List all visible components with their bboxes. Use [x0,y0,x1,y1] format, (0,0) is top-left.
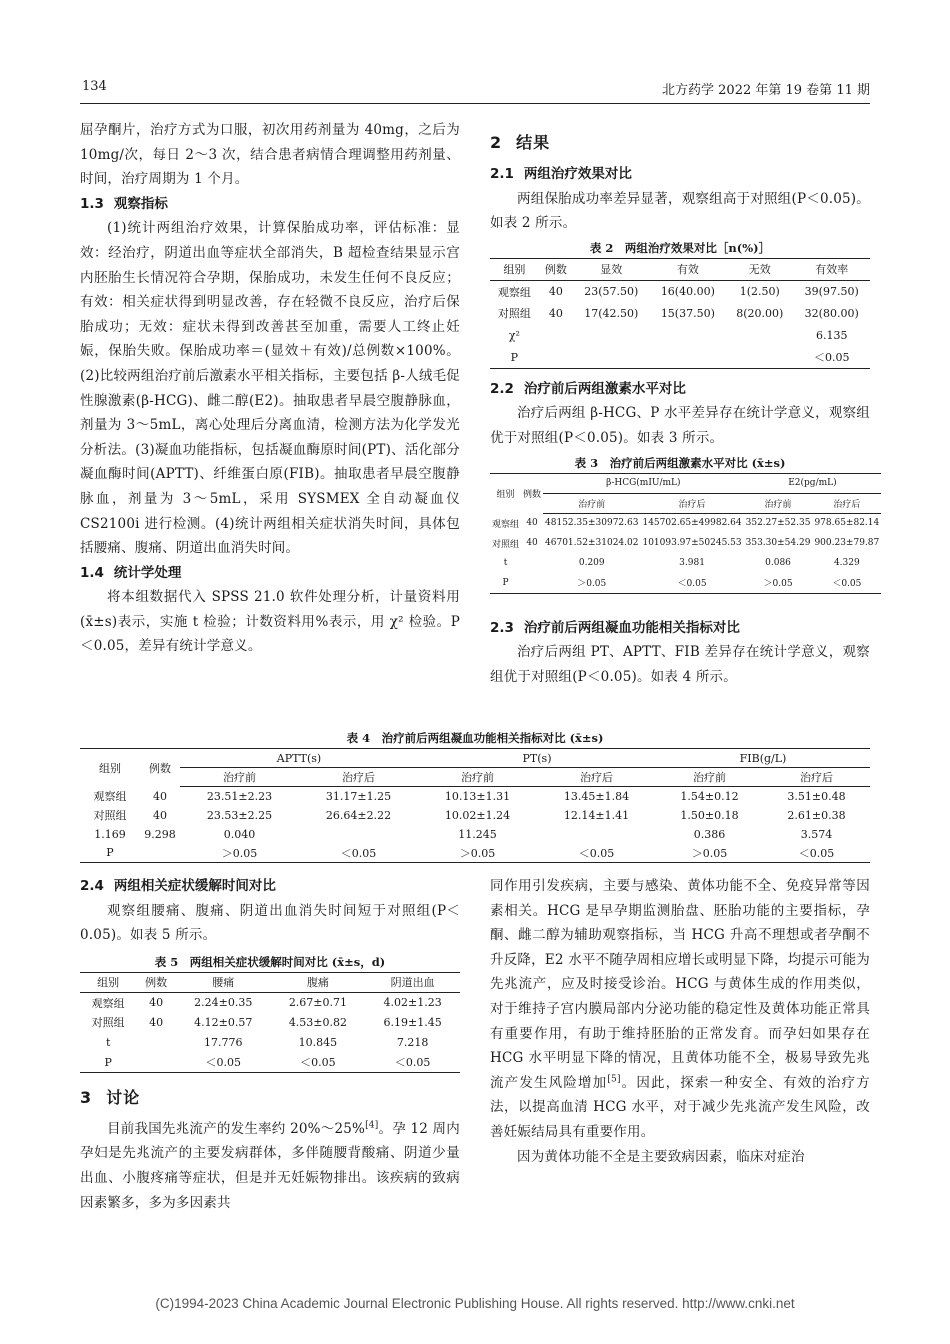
table-cell [726,324,793,346]
paragraph-text: 。因此，探索一种安全、有效的治疗方法，以提高血清 HCG 水平，对于减少先兆流产发生风险，改善妊娠结局具有重要作用。 [490,1074,870,1140]
table-cell: 101093.97±50245.53 [642,538,742,549]
table-cell [537,825,656,844]
heading-title: 两组治疗效果对比 [523,166,632,182]
table-cell [650,324,727,346]
table-row [490,573,881,593]
table-cell: ＜0.05 [677,579,707,590]
col-pt: PT(s) [418,749,656,768]
table-row [80,787,870,806]
table-row [80,1052,460,1072]
table-cell: ＜0.05 [205,1056,241,1070]
col-hcg: β-HCG(mIU/mL) [543,473,744,493]
paragraph-statistics: 将本组数据代入 SPSS 21.0 软件处理分析，计量资料用 (x̄±s)表示，实施 t 检验；计数资料用%表示，用 χ² 检验。P＜0.05，差异有统计学意义。 [80,589,460,655]
table-5 [80,952,460,1073]
table-header-cell: 有效 [650,258,727,280]
table-cell: 1.54±0.12 [680,789,739,803]
table-cell: 40 [548,306,563,320]
table-row [490,346,870,368]
table-cell: ＜0.05 [300,1056,336,1070]
table-row [490,553,881,573]
table-cell: 观察组 [497,285,531,299]
table-cell [650,346,727,368]
table-cell: 40 [153,808,167,822]
table-cell: ＜0.05 [798,846,835,860]
table-row [80,1032,460,1052]
citation-ref: [4] [365,1120,379,1131]
left-column [80,118,460,659]
table-cell: 48152.35±30972.63 [545,518,639,529]
table-cell: ＞0.05 [459,846,496,860]
table-header-cell: 组别 [80,972,136,992]
paragraph-2-1: 两组保胎成功率差异显著，观察组高于对照组(P＜0.05)。如表 2 所示。 [490,190,870,232]
heading-number: 1.4 [80,564,104,581]
table-cell [299,825,418,844]
table-cell: 0.386 [693,827,726,841]
page-header [80,74,870,104]
table-cell: ＞0.05 [691,846,728,860]
table-cell [573,346,650,368]
heading-number: 2.2 [490,380,514,397]
table-cell [136,1032,176,1052]
paragraph-text: 目前我国先兆流产的发生率约 20%～25% [107,1120,366,1137]
table-cell: ＜0.05 [813,351,850,365]
table-cell: 4.53±0.82 [288,1015,348,1029]
col-count: 例数 [523,489,542,500]
paragraph-discussion-3: 因为黄体功能不全是主要致病因素，临床对症治 [517,1148,805,1165]
heading-1-4 [80,561,460,586]
heading-number: 1.3 [80,195,104,212]
table-cell: 46701.52±31024.02 [545,538,639,549]
heading-2-1 [490,162,870,187]
table-4-grid [80,748,870,863]
heading-title: 观察指标 [113,195,168,212]
col-group: 组别 [496,489,515,500]
table-cell [539,346,573,368]
paragraph-2-3: 治疗后两组 PT、APTT、FIB 差异存在统计学意义，观察组优于对照组(P＜0.05)。如表 4 所示。 [490,644,870,685]
table-header-cell: 有效率 [793,258,870,280]
table-header-cell: 治疗前 [744,493,813,513]
table-cell: 40 [548,285,563,299]
table-cell: 39(97.50) [804,285,859,299]
heading-2-2 [490,377,870,402]
citation-ref: [5] [607,1074,621,1085]
table-header-cell: 显效 [573,258,650,280]
table-header-cell: 治疗前 [656,768,763,787]
table-cell: 4.329 [833,558,860,569]
paragraph-text: 同作用引发疾病，主要与感染、黄体功能不全、免疫异常等因素相关。HCG 是早孕期监测胎盘、胚胎功能的主要指标，孕酮、雌二醇为辅助观察指标，当 HCG 升高不理想或者孕酮不升反降，E2 水平不随孕周相应增长或明显下降，均提示可能为先兆流产，应及时接受诊治。HCG 与黄体生成的作用类似，对于维持子宫内膜局部内分泌功能的稳定性及黄体功能正常具有重要作用，有助于维持胚胎的正常发育。而孕妇如果存在 HCG 水平明显下降的情况，且黄体功能不全，极易导致先兆流产发生风险增加 [490,878,870,1091]
table-cell: 12.14±1.41 [563,808,630,822]
table-cell: ＞0.05 [763,579,793,590]
table-cell: P [106,846,114,860]
table-cell: 13.45±1.84 [563,789,630,803]
section-number: 2 [490,133,503,152]
table-cell: t [503,558,508,569]
table-cell: 10.02±1.24 [444,808,511,822]
heading-number: 2.1 [490,166,514,182]
table-cell: 40 [526,538,538,549]
table-cell: ＜0.05 [578,846,615,860]
table-row [490,324,870,346]
table-row [80,992,460,1012]
table-row [490,533,881,553]
table-cell: 17.776 [203,1035,243,1049]
table-cell: 对照组 [93,809,127,822]
table-cell: 978.65±82.14 [814,518,880,529]
table-header-cell: 治疗后 [763,768,870,787]
table-cell: 6.135 [815,328,848,342]
table-cell: 40 [526,518,538,529]
table-cell: 1.169 [94,827,126,841]
table-cell: 对照组 [492,539,520,550]
table-cell: 40 [153,789,167,803]
table-cell: 23.53±2.25 [206,808,273,822]
table-cell: 32(80.00) [804,306,859,320]
table-cell: 0.040 [223,827,256,841]
table-cell [521,573,543,593]
table-header-cell: 例数 [539,258,573,280]
table-cell: 4.02±1.23 [383,996,442,1010]
table-header-cell: 治疗前 [543,493,640,513]
col-count: 例数 [149,761,171,775]
table-2-caption: 表 2 两组治疗效果对比［n(%)］ [589,240,771,255]
table-cell: 对照组 [497,307,531,321]
table-header-cell: 治疗后 [640,493,743,513]
heading-number: 2.3 [490,619,514,636]
table-3-caption: 表 3 治疗前后两组激素水平对比 (x̄±s) [574,455,786,470]
table-cell: P [502,577,509,588]
table-cell [573,324,650,346]
table-2 [490,238,870,369]
left-column-lower [80,874,460,1215]
table-header-cell: 治疗前 [180,768,299,787]
table-row [80,1012,460,1032]
table-3-grid [490,473,881,594]
table-cell: ＜0.05 [394,1056,431,1070]
col-e2: E2(pg/mL) [744,473,882,493]
page-number: 134 [82,79,107,94]
table-4 [80,728,870,863]
heading-3 [80,1085,460,1111]
table-cell [539,324,573,346]
table-header-cell: 无效 [726,258,793,280]
table-cell: 0.209 [578,558,605,569]
table-cell: 15(37.50) [660,306,715,320]
table-cell: 17(42.50) [584,306,639,320]
paragraph-observation: (1)统计两组治疗效果，计算保胎成功率，评估标准：显效：经治疗，阴道出血等症状全部消失，B 超检查结果显示宫内胚胎生长情况符合孕期，保胎成功，未发生任何不良反应；有效：相关症状得到明显改善，存在轻微不良反应，治疗后保胎成功；无效：症状未得到改善甚至加重，需要人工终止妊娠，保胎失败。保胎成功率＝(显效＋有效)/总例数×100%。(2)比较两组治疗前后激素水平相关指标，主要包括 β-人绒毛促性腺激素(β-HCG)、雌二醇(E2)。抽取患者早晨空腹静脉血，剂量为 3～5mL，离心处理后分离血清，检测方法为化学发光分析法。(3)凝血功能指标，包括凝血酶原时间(PT)、活化部分凝血酶时间(APTT)、纤维蛋白原(FIB)。抽取患者早晨空腹静脉血，剂量为 3～5mL，采用 SYSMEX 全自动凝血仪 CS2100i 进行检测。(4)统计两组相关症状消失时间，具体包括腰痛、腹痛、阴道出血消失时间。 [80,220,460,557]
right-column-lower [490,874,870,1169]
table-cell: 352.27±52.35 [745,518,811,529]
table-cell [726,346,793,368]
heading-title: 治疗前后两组凝血功能相关指标对比 [523,619,740,636]
table-header-cell: 治疗前 [418,768,537,787]
table-cell: ＜0.05 [340,846,377,860]
table-cell: t [105,1035,111,1049]
section-number: 3 [80,1087,93,1107]
table-cell: 40 [149,1015,164,1029]
table-cell: 145702.65±49982.64 [642,518,742,529]
table-cell: 353.30±54.29 [745,538,811,549]
table-3 [490,453,880,594]
table-cell: 3.981 [679,558,705,569]
table-5-caption: 表 5 两组相关症状缓解时间对比 (x̄±s，d) [154,954,386,969]
table-2-grid [490,258,870,369]
table-cell: 1.50±0.18 [680,808,739,822]
paragraph-text: 。孕 12 周内孕妇是先兆流产的主要发病群体，多伴随腰背酸痛、阴道少量出血、小腹疼痛等症状，但是并无妊娠物排出。该疾病的致病因素繁多，多为多因素共 [80,1120,460,1211]
table-cell [140,844,180,863]
table-cell: 2.67±0.71 [288,996,348,1010]
table-4-caption: 表 4 治疗前后两组凝血功能相关指标对比 (x̄±s) [346,731,604,745]
table-cell: 观察组 [91,996,125,1010]
table-cell: ＞0.05 [221,846,258,860]
table-5-grid [80,972,460,1073]
heading-title: 两组相关症状缓解时间对比 [113,878,276,894]
table-cell: 1(2.50) [739,285,780,299]
table-cell: 3.51±0.48 [787,789,846,803]
table-cell: P [510,350,519,364]
table-cell: 6.19±1.45 [383,1015,442,1029]
col-aptt: APTT(s) [180,749,418,768]
col-fib: FIB(g/L) [656,749,870,768]
table-header-cell: 组别 [490,258,539,280]
table-row [490,302,870,324]
table-cell: ＜0.05 [832,579,862,590]
table-cell: 10.13±1.31 [444,789,511,803]
section-title: 结果 [516,133,551,152]
journal-title: 北方药学 2022 年第 19 卷第 11 期 [662,83,870,98]
table-cell: χ² [508,328,520,342]
table-cell: 11.245 [458,827,497,841]
table-row [80,844,870,863]
table-cell: 观察组 [492,519,520,530]
table-cell: 4.12±0.57 [194,1015,253,1029]
paragraph-2-2: 治疗后两组 β-HCG、P 水平差异存在统计学意义，观察组优于对照组(P＜0.05)。如表 3 所示。 [490,405,870,446]
table-cell: 2.61±0.38 [787,808,846,822]
table-cell [136,1052,176,1072]
table-cell: ＞0.05 [577,579,607,590]
heading-2 [490,130,870,156]
table-cell: 10.845 [298,1035,338,1049]
table-header-cell: 治疗后 [537,768,656,787]
table-cell: 40 [149,996,164,1010]
right-column [490,130,880,689]
table-cell: 16(40.00) [660,285,715,299]
table-row [80,806,870,825]
table-header-cell: 治疗后 [812,493,881,513]
table-row [80,825,870,844]
table-cell: 23.51±2.23 [206,789,273,803]
paragraph-discussion-1 [80,1117,460,1215]
table-cell: 3.574 [800,827,833,841]
heading-2-3 [490,616,870,641]
table-header-cell: 腰痛 [176,972,271,992]
table-cell: 对照组 [91,1016,125,1030]
paragraph-intro: 屈孕酮片，治疗方式为口服，初次用药剂量为 40mg，之后为 10mg/次，每日 2～3 次，结合患者病情合理调整用药剂量、时间，治疗周期为 1 个月。 [80,122,460,188]
paragraph-2-4: 观察组腰痛、腹痛、阴道出血消失时间短于对照组(P＜0.05)。如表 5 所示。 [80,902,460,944]
table-header-cell: 腹痛 [271,972,366,992]
paragraph-discussion-2 [490,874,870,1145]
table-row [490,513,881,533]
table-cell: 2.24±0.35 [194,996,253,1010]
table-cell: 900.23±79.87 [814,538,880,549]
heading-number: 2.4 [80,878,104,894]
table-cell: 26.64±2.22 [325,808,392,822]
col-group: 组别 [99,761,121,775]
table-cell: 31.17±1.25 [325,789,392,803]
table-cell: 23(57.50) [584,285,639,299]
table-cell: 7.218 [396,1035,429,1049]
heading-title: 治疗前后两组激素水平对比 [523,380,686,397]
table-cell: 0.086 [765,558,791,569]
heading-title: 统计学处理 [113,564,182,581]
heading-2-4 [80,874,460,899]
table-header-cell: 例数 [136,972,176,992]
table-header-cell: 治疗后 [299,768,418,787]
table-cell: 观察组 [93,790,127,803]
heading-1-3 [80,192,460,217]
table-cell: P [104,1055,112,1069]
section-title: 讨论 [106,1087,141,1107]
copyright-footer: (C)1994-2023 China Academic Journal Electronic Publishing House. All rights reserved. http://www.cnki.net [155,1296,795,1311]
table-cell: 9.298 [144,827,176,841]
table-cell [521,553,543,573]
table-row [490,280,870,302]
table-cell: 8(20.00) [736,306,784,320]
table-header-cell: 阴道出血 [365,972,460,992]
